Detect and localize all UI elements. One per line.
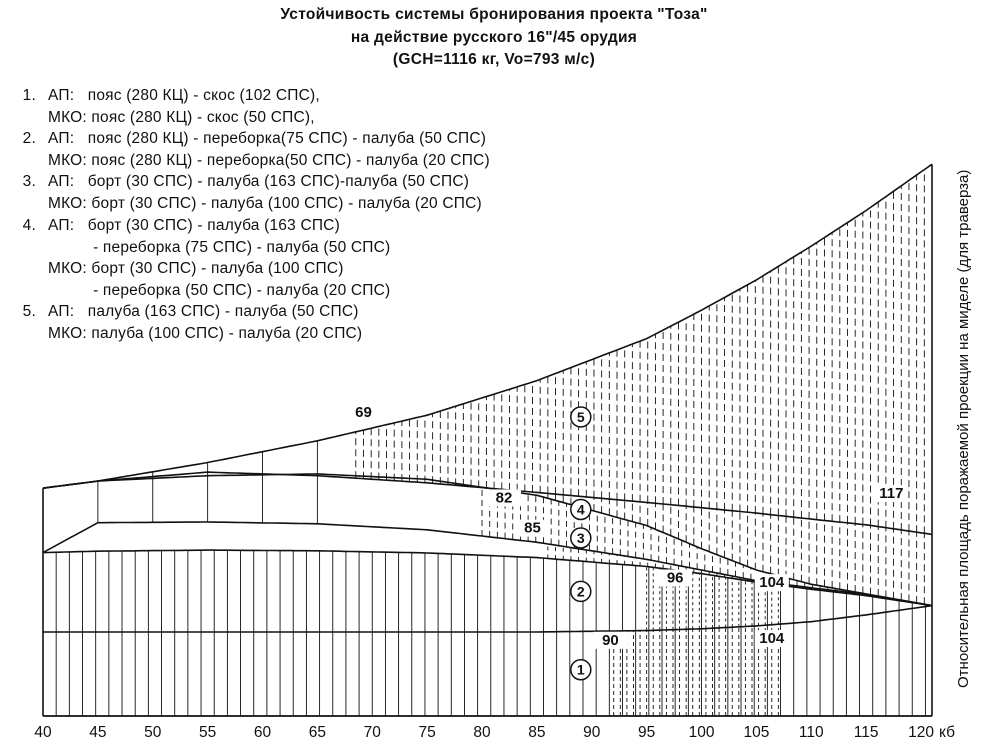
legend-text: МКО: пояс (280 КЦ) - скос (50 СПС), <box>48 108 315 126</box>
legend-text: АП: борт (30 СПС) - палуба (163 СПС)-палуба (50 СПС) <box>48 173 470 190</box>
x-tick-label: 65 <box>308 724 327 741</box>
x-tick-label: 80 <box>473 724 491 741</box>
x-unit-label: кб <box>939 724 956 741</box>
x-tick-label: 60 <box>253 724 272 741</box>
zone-marker-label: 3 <box>576 530 585 546</box>
zone-marker-label: 4 <box>576 501 585 518</box>
x-tick-label: 70 <box>363 724 381 741</box>
annotation-label: 69 <box>355 403 372 421</box>
legend-text: АП: палуба (163 СПС) - палуба (50 СПС) <box>48 303 359 320</box>
legend-text: АП: пояс (280 КЦ) - переборка(75 СПС) - палуба (50 СПС) <box>48 130 487 147</box>
legend-number: 1. <box>22 87 36 104</box>
y-axis-label: Относительная площадь поражаемой проекции на миделе (для траверза) <box>955 169 972 688</box>
boundary-b2 <box>43 550 932 606</box>
legend-number: 3. <box>22 173 36 190</box>
x-tick-label: 115 <box>853 724 879 741</box>
x-tick-label: 110 <box>798 724 824 741</box>
x-tick-label: 85 <box>528 724 546 741</box>
zone-marker-label: 2 <box>576 583 585 600</box>
annotation-label: 117 <box>879 485 904 503</box>
legend-text: МКО: пояс (280 КЦ) - переборка(50 СПС) - палуба (20 СПС) <box>48 151 490 169</box>
x-tick-label: 100 <box>688 724 715 741</box>
boundary-top <box>43 164 932 488</box>
x-tick-label: 90 <box>583 724 601 741</box>
boundary-b1 <box>43 606 932 632</box>
legend-number: 2. <box>22 130 36 147</box>
annotation-label: 96 <box>666 569 684 587</box>
legend-text: МКО: палуба (100 СПС) - палуба (20 СПС) <box>48 324 363 342</box>
legend-text: АП: борт (30 СПС) - палуба (163 СПС) <box>48 217 340 234</box>
legend-number: 4. <box>22 217 36 234</box>
title-line-3: (GCH=1116 кг, Vo=793 м/с) <box>392 51 596 68</box>
zone-marker-label: 1 <box>576 661 585 678</box>
boundary-b3 <box>43 519 932 606</box>
legend-text: МКО: борт (30 СПС) - палуба (100 СПС) - палуба (20 СПС) <box>48 194 482 212</box>
x-tick-label: 75 <box>418 724 436 741</box>
legend-text: - переборка (50 СПС) - палуба (20 СПС) <box>48 281 391 299</box>
x-tick-label: 55 <box>199 724 217 741</box>
x-tick-label: 95 <box>638 724 656 741</box>
annotation-label: 82 <box>495 489 513 507</box>
x-tick-label: 105 <box>743 724 770 741</box>
x-tick-label: 50 <box>144 724 162 741</box>
x-tick-label: 40 <box>34 724 52 741</box>
zone-marker-label: 5 <box>576 408 585 425</box>
title-line-2: на действие русского 16"/45 орудия <box>350 28 638 46</box>
x-tick-label: 120 <box>908 724 934 741</box>
legend-text: АП: пояс (280 КЦ) - скос (102 СПС), <box>48 87 320 104</box>
annotation-label: 90 <box>602 631 619 649</box>
annotation-label: 85 <box>524 519 541 537</box>
legend-number: 5. <box>22 303 36 320</box>
annotation-label: 104 <box>759 574 785 592</box>
title-line-1: Устойчивость системы бронирования проекта "Тоза" <box>280 6 708 23</box>
legend-text: - переборка (75 СПС) - палуба (50 СПС) <box>48 238 391 256</box>
legend-text: МКО: борт (30 СПС) - палуба (100 СПС) <box>48 260 344 277</box>
x-tick-label: 45 <box>89 724 107 741</box>
annotation-label: 104 <box>759 630 785 648</box>
